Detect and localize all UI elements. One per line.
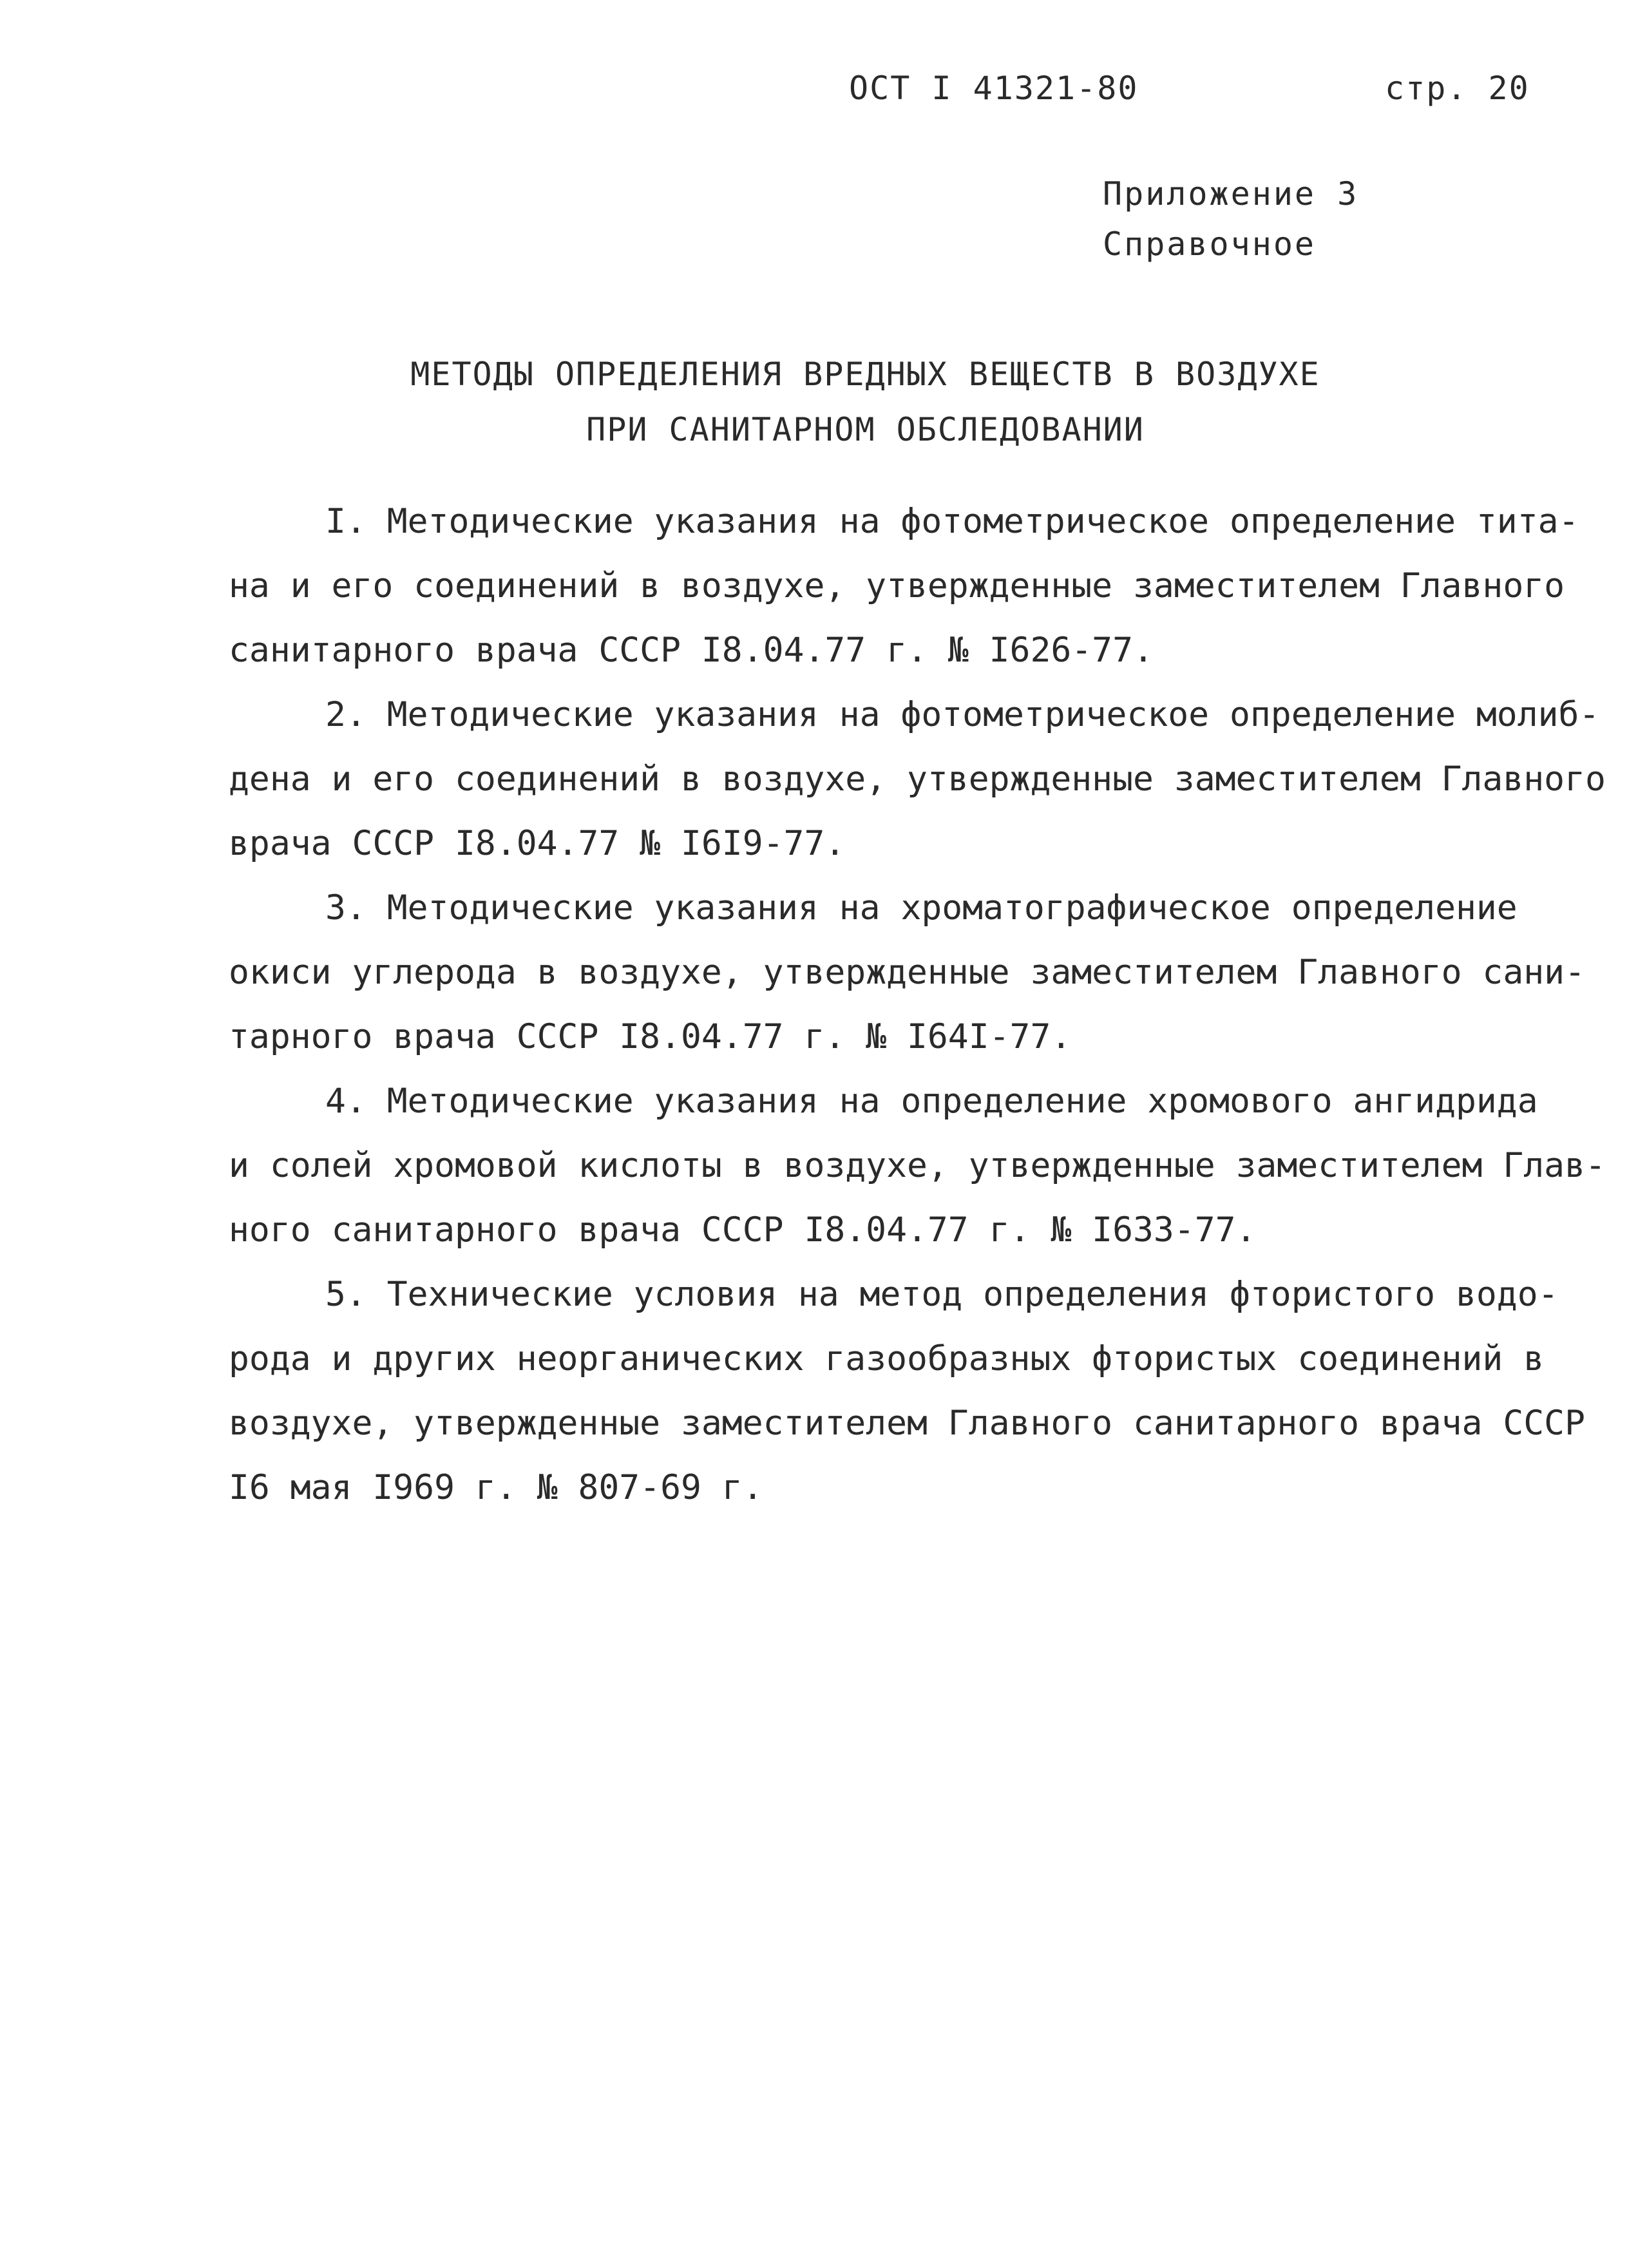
item-line: I6 мая I969 г. № 807-69 г. bbox=[229, 1468, 763, 1507]
item-line: 2. Методические указания на фотометрическое определение молиб- bbox=[325, 695, 1600, 734]
list-item-4 bbox=[229, 1069, 1606, 1263]
list-item-5 bbox=[229, 1263, 1585, 1520]
appendix-number: Приложение 3 bbox=[1103, 175, 1359, 213]
document-code: ОСТ I 41321-80 bbox=[849, 70, 1139, 107]
item-line: 3. Методические указания на хроматографическое определение bbox=[325, 888, 1518, 928]
list-item-1 bbox=[229, 490, 1581, 683]
item-line: 5. Технические условия на метод определения фтористого водо- bbox=[325, 1275, 1559, 1314]
appendix-label bbox=[1103, 169, 1358, 269]
item-line: санитарного врача СССР I8.04.77 г. № I626-77. bbox=[229, 631, 1154, 670]
list-item-3 bbox=[229, 876, 1585, 1069]
item-line: 4. Методические указания на определение хромового ангидрида bbox=[325, 1082, 1538, 1121]
item-line: тарного врача СССР I8.04.77 г. № I64I-77. bbox=[229, 1017, 1072, 1056]
item-line: воздухе, утвержденные заместителем Главного санитарного врача СССР bbox=[229, 1404, 1585, 1443]
page-number: стр. 20 bbox=[1385, 70, 1530, 107]
item-line: на и его соединений в воздухе, утвержденные заместителем Главного bbox=[229, 566, 1565, 605]
item-line: I. Методические указания на фотометрическое определение тита- bbox=[325, 502, 1579, 541]
list-item-2 bbox=[229, 683, 1606, 876]
title-line-2: ПРИ САНИТАРНОМ ОБСЛЕДОВАНИИ bbox=[586, 411, 1145, 448]
item-line: врача СССР I8.04.77 № I6I9-77. bbox=[229, 824, 846, 863]
item-line: окиси углерода в воздухе, утвержденные заместителем Главного сани- bbox=[229, 953, 1585, 992]
item-line: рода и других неорганических газообразных фтористых соединений в bbox=[229, 1339, 1545, 1378]
item-line: ного санитарного врача СССР I8.04.77 г. № I633-77. bbox=[229, 1210, 1257, 1250]
item-line: дена и его соединений в воздухе, утвержденные заместителем Главного bbox=[229, 759, 1606, 799]
title-line-1: МЕТОДЫ ОПРЕДЕЛЕНИЯ ВРЕДНЫХ ВЕЩЕСТВ В ВОЗДУХЕ bbox=[410, 356, 1320, 393]
document-title bbox=[0, 347, 1647, 457]
document-body bbox=[229, 490, 1606, 1520]
appendix-type: Справочное bbox=[1103, 225, 1317, 263]
item-line: и солей хромовой кислоты в воздухе, утвержденные заместителем Глав- bbox=[229, 1146, 1606, 1185]
